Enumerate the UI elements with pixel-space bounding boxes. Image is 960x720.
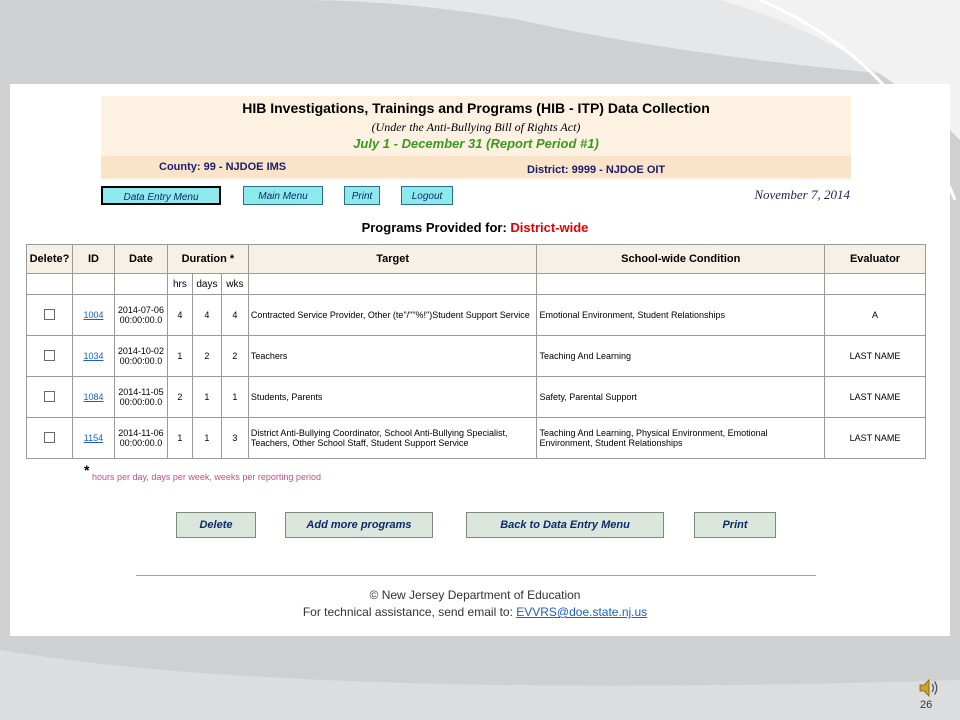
report-header [101,96,851,180]
empty-cell [537,274,825,295]
empty-cell [72,274,114,295]
county-district-row [101,156,851,178]
table-row [27,418,926,459]
delete-checkbox[interactable] [44,350,55,361]
evaluator-cell: A [825,295,926,336]
program-id-link[interactable]: 1034 [83,351,104,361]
days-cell: 4 [192,295,221,336]
target-cell: Teachers [248,336,537,377]
current-date: November 7, 2014 [754,187,850,202]
empty-cell [248,274,537,295]
delete-cell [27,295,73,336]
id-cell [72,336,114,377]
days-cell: 1 [192,377,221,418]
col-header-target: Target [248,245,537,274]
delete-cell [27,418,73,459]
back-to-data-entry-button[interactable]: Back to Data Entry Menu [466,512,664,538]
date-cell: 2014-07-06 00:00:00.0 [114,295,167,336]
program-id-link[interactable]: 1154 [83,433,104,443]
main-menu-button[interactable]: Main Menu [243,186,323,205]
wks-cell: 3 [221,418,248,459]
col-header-id: ID [72,245,114,274]
empty-cell [27,274,73,295]
id-cell [72,377,114,418]
district-label: District: 9999 - NJDOE OIT [527,164,666,176]
col-header-duration: Duration * [167,245,248,274]
days-cell: 2 [192,336,221,377]
wks-cell: 1 [221,377,248,418]
date-cell: 2014-11-06 00:00:00.0 [114,418,167,459]
duration-units-row [27,274,926,295]
county-label: County: 99 - NJDOE IMS [159,161,287,173]
support-email-link[interactable]: EVVRS@doe.state.nj.us [516,605,648,619]
unit-days: days [192,274,221,295]
unit-hrs: hrs [167,274,192,295]
condition-cell: Teaching And Learning [537,336,825,377]
page-subtitle: (Under the Anti-Bullying Bill of Rights Act) [371,120,581,134]
programs-heading-scope: District-wide [510,220,589,235]
col-header-date: Date [114,245,167,274]
footer-divider [136,575,816,576]
hrs-cell: 4 [167,295,192,336]
assistance-text [0,605,950,619]
report-period: July 1 - December 31 (Report Period #1) [353,136,599,151]
hrs-cell: 1 [167,418,192,459]
condition-cell: Emotional Environment, Student Relationships [537,295,825,336]
target-cell: District Anti-Bullying Coordinator, School Anti-Bullying Specialist, Teachers, Other School Staff, Student Support Service [248,418,537,459]
delete-checkbox[interactable] [44,391,55,402]
col-header-delete: Delete? [27,245,73,274]
program-id-link[interactable]: 1084 [83,392,104,402]
table-row [27,377,926,418]
delete-button[interactable]: Delete [176,512,256,538]
evaluator-cell: LAST NAME [825,377,926,418]
add-more-programs-button[interactable]: Add more programs [285,512,433,538]
duration-footnote: hours per day, days per week, weeks per reporting period [92,472,321,482]
programs-heading-prefix: Programs Provided for: [361,220,511,235]
hrs-cell: 2 [167,377,192,418]
hrs-cell: 1 [167,336,192,377]
print-nav-button[interactable]: Print [344,186,380,205]
delete-checkbox[interactable] [44,309,55,320]
col-header-condition: School-wide Condition [537,245,825,274]
delete-cell [27,336,73,377]
target-cell: Contracted Service Provider, Other (te"/""%!")Student Support Service [248,295,537,336]
date-cell: 2014-11-05 00:00:00.0 [114,377,167,418]
col-header-evaluator: Evaluator [825,245,926,274]
programs-table [26,244,926,459]
assistance-prefix: For technical assistance, send email to: [302,605,517,619]
footnote-star: * [84,462,90,478]
programs-heading [0,220,950,235]
delete-cell [27,377,73,418]
evaluator-cell: LAST NAME [825,336,926,377]
program-id-link[interactable]: 1004 [83,310,104,320]
table-row [27,295,926,336]
print-button[interactable]: Print [694,512,776,538]
days-cell: 1 [192,418,221,459]
target-cell: Students, Parents [248,377,537,418]
evaluator-cell: LAST NAME [825,418,926,459]
copyright-text: © New Jersey Department of Education [369,588,581,602]
slide-page-number: 26 [920,699,933,711]
delete-checkbox[interactable] [44,432,55,443]
data-entry-menu-button[interactable]: Data Entry Menu [101,186,221,205]
logout-button[interactable]: Logout [401,186,453,205]
condition-cell: Safety, Parental Support [537,377,825,418]
condition-cell: Teaching And Learning, Physical Environment, Emotional Environment, Student Relationships [537,418,825,459]
empty-cell [114,274,167,295]
wks-cell: 4 [221,295,248,336]
id-cell [72,418,114,459]
page-title: HIB Investigations, Trainings and Programs (HIB - ITP) Data Collection [242,100,710,116]
date-cell: 2014-10-02 00:00:00.0 [114,336,167,377]
speaker-icon[interactable] [918,678,940,698]
table-header-row [27,245,926,274]
empty-cell [825,274,926,295]
unit-wks: wks [221,274,248,295]
id-cell [72,295,114,336]
wks-cell: 2 [221,336,248,377]
table-row [27,336,926,377]
